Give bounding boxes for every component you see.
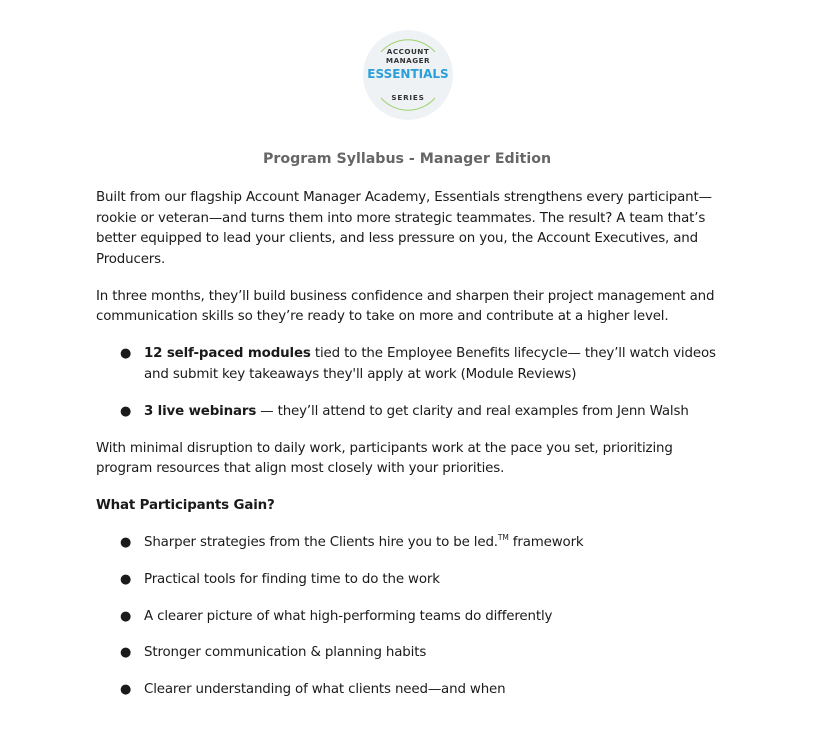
program-components-list bbox=[96, 344, 722, 422]
bullet-icon: ● bbox=[120, 645, 132, 661]
account-manager-essentials-logo bbox=[363, 30, 453, 120]
list-item-text: — they’ll attend to get clarity and real examples from Jenn Walsh bbox=[256, 403, 689, 419]
bullet-icon: ● bbox=[120, 682, 132, 698]
pace-paragraph: With minimal disruption to daily work, participants work at the pace you set, prioritizing program resources that align most closely with your priorities. bbox=[96, 440, 673, 476]
list-item-text: Stronger communication & planning habits bbox=[144, 645, 427, 661]
list-item bbox=[96, 643, 722, 664]
list-item-text: Clearer understanding of what clients need—and when bbox=[144, 682, 506, 698]
bullet-icon: ● bbox=[120, 346, 132, 361]
list-item bbox=[96, 533, 722, 554]
list-item-text: Sharper strategies from the Clients hire you to be led. bbox=[144, 535, 498, 550]
trademark-mark: TM bbox=[497, 533, 509, 542]
bullet-icon: ● bbox=[120, 608, 132, 624]
list-item bbox=[96, 607, 722, 628]
logo-line-series: SERIES bbox=[391, 93, 425, 102]
document-body bbox=[96, 188, 722, 717]
list-item bbox=[96, 570, 722, 591]
intro-paragraph: Built from our flagship Account Manager Academy, Essentials strengthens every participant—rookie or veteran—and turns them into more strategic teammates. The result? A team that’s better equipped to lead your clients, and less pressure on you, the Account Executives, and Producers. bbox=[96, 190, 712, 267]
list-item-emphasis: 12 self-paced modules bbox=[144, 346, 311, 361]
bullet-icon: ● bbox=[120, 403, 132, 419]
gains-list bbox=[96, 533, 722, 701]
timeline-paragraph: In three months, they’ll build business confidence and sharpen their project management and communication skills so they’re ready to take on more and contribute at a higher level. bbox=[96, 288, 715, 324]
list-item bbox=[96, 680, 722, 701]
logo-line-account: ACCOUNT bbox=[386, 47, 430, 56]
logo-line-essentials: ESSENTIALS bbox=[367, 67, 449, 81]
gains-heading: What Participants Gain? bbox=[96, 498, 275, 513]
logo-line-manager: MANAGER bbox=[385, 56, 431, 65]
list-item bbox=[96, 344, 722, 385]
bullet-icon: ● bbox=[120, 571, 132, 587]
list-item-text: tied to the Employee Benefits lifecycle— they’ll watch videos and submit key takeaways they'll apply at work (Module Reviews) bbox=[144, 346, 716, 382]
bullet-icon: ● bbox=[120, 535, 132, 550]
list-item-text: A clearer picture of what high-performing teams do differently bbox=[144, 608, 553, 624]
list-item-text-after: framework bbox=[508, 535, 584, 550]
list-item-emphasis: 3 live webinars bbox=[144, 403, 257, 419]
page-title: Program Syllabus - Manager Edition bbox=[262, 151, 552, 167]
list-item-text: Practical tools for finding time to do the work bbox=[144, 571, 440, 587]
list-item bbox=[96, 402, 722, 423]
